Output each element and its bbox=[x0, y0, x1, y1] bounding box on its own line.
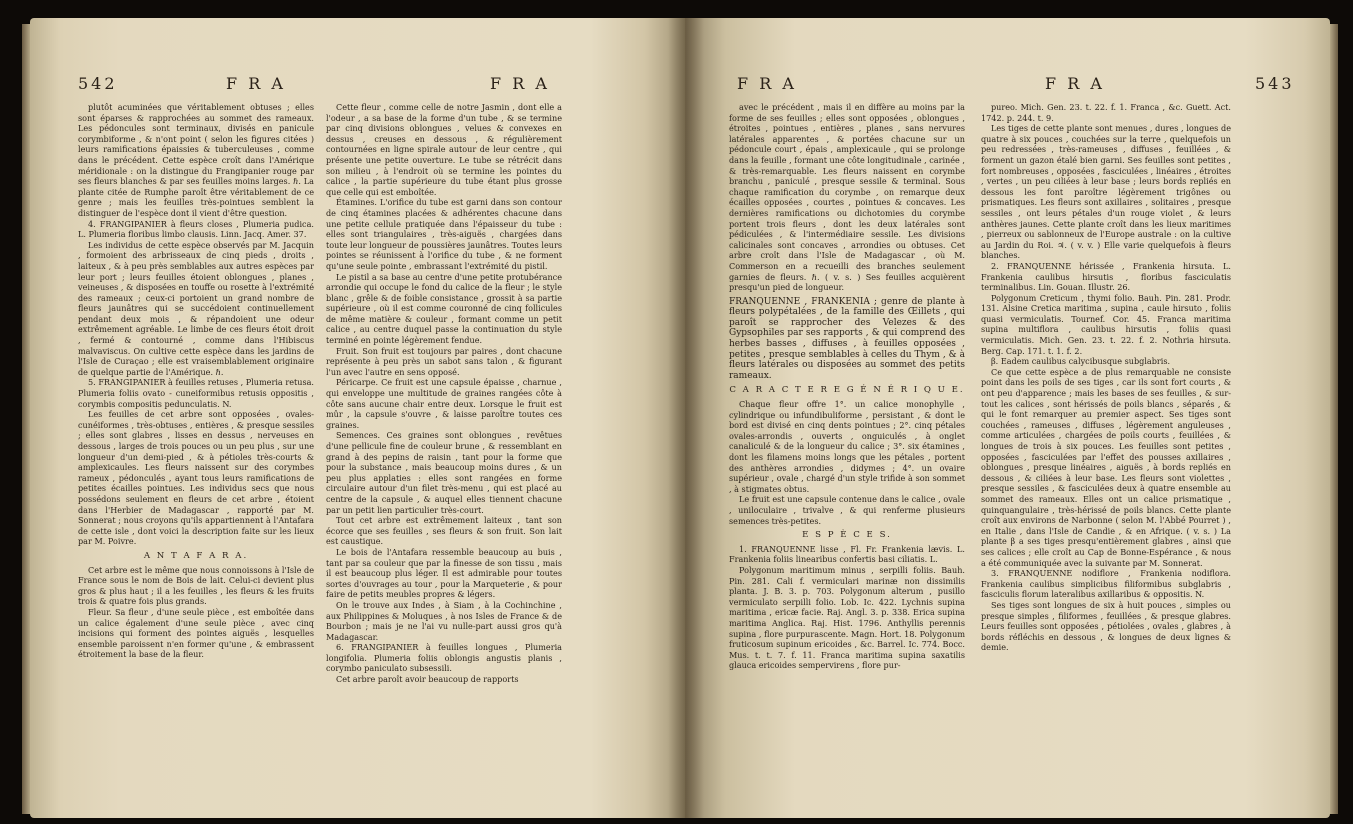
paragraph: Tout cet arbre est extrêmement laiteux , tant son écorce que ses feuilles , ses fleurs & son fruit. Son lait est caustique. bbox=[326, 515, 562, 547]
paragraph: Polygonum Creticum , thymi folio. Bauh. Pin. 281. Prodr. 131. Alsine Cretica maritima , supina , caule hirsuto , foliis quasi vermiculatis. Tournef. Cor. 45. Franca maritima supina multiflora , caulibus hirsutis , foliis quasi vermiculatis. Mich. Gen. 23. t. 22. f. 2. Nothria hirsuta. Berg. Cap. 171. t. 1. f. 2. bbox=[981, 292, 1231, 356]
paragraph: Polygonum maritimum minus , serpilli foliis. Bauh. Pin. 281. Cali f. vermiculari marinæ non dissimilis planta. J. B. 3. p. 703. Polygonum alterum , pusillo vermiculato serpilli folio. Lob. Ic. 422. Lychnis supina maritima , ericæ facie. Raj. Angl. 3. p. 338. Erica supina maritima Anglica. Raj. Hist. 1796. Anthyllis perennis supina , flore purpurascente. Magn. Hort. 18. Polygonum fruticosum supinum ericoides , &c. Barrel. Ic. 774. Bocc. Mus. t. t. 7. f. 11. Franca maritima supina saxatilis glauca ericoides sempervirens , flore pur- bbox=[729, 564, 965, 671]
paragraph: 1. FRANQUENNE lisse , Fl. Fr. Frankenia lævis. L. Frankenia foliis linearibus confertis basi ciliatis. L. bbox=[729, 543, 965, 565]
paragraph: Cet arbre est le même que nous connoissons à l'Isle de France sous le nom de Bois de lait. Celui-ci devient plus gros & plus haut ; il a les feuilles , les fleurs & les fruits trois & quatre fois plus grands. bbox=[78, 564, 314, 607]
paragraph: Le pistil a sa base au centre d'une petite protubérance arrondie qui occupe le fond du calice de la fleur ; le style blanc , grêle & de foible consistance , grossit à sa partie supérieure , où il est comme couronné de cinq follicules de même matière & couleur , formant comme un petit calice , au centre duquel passe la continuation du style terminé en pointe légèrement fendue. bbox=[326, 271, 562, 346]
paragraph: Cette fleur , comme celle de notre Jasmin , dont elle a l'odeur , a sa base de la forme d'un tube , & se termine par cinq divisions oblongues , velues & convexes en dessus , creuses en dessous , & régulièrement contournées en ligne spirale autour de leur centre , qui présente une petite ouverture. Le tube se rétrécit dans son milieu , à l'endroit où se termine les pointes du calice , la partie supérieure du tube étant plus grosse que celle qui est emboîtée. bbox=[326, 102, 562, 197]
paragraph: 2. FRANQUENNE hérissée , Frankenia hirsuta. L. Frankenia caulibus hirsutis , floribus fasciculatis terminalibus. Lin. Gouan. Illustr. 26. bbox=[981, 260, 1231, 293]
paragraph: plutôt acuminées que véritablement obtuses ; elles sont éparses & rapprochées au sommet des rameaux. Les pédoncules sont terminaux, divisés en panicule corymbiforme , & n'ont point ( selon les figures citées ) leurs ramifications épaissies & tuberculeuses , comme dans le précédent. Cette espèce croît dans l'Amérique méridionale : on la distingue du Frangipanier rouge par ses fleurs blanches & par ses feuilles moins larges. ℏ. La plante citée de Rumphe paroît être véritablement de ce genre ; mais les feuilles très-pointues semblent la distinguer de l'espèce dont il vient d'être question. bbox=[78, 102, 314, 218]
paragraph: Semences. Ces graines sont oblongues , revêtues d'une pellicule fine de couleur brune , & ressemblant en grand à des pepins de raisin , tant pour la forme que pour la substance , mais beaucoup moins dures , & un peu plus applaties : elles sont rangées en forme circulaire autour d'un filet très-menu , qui est placé au centre de la capsule , & auquel elles tiennent chacune par un petit lien particulier très-court. bbox=[326, 430, 562, 515]
paragraph: Les individus de cette espèce observés par M. Jacquin , formoient des arbrisseaux de cinq pieds , droits , laiteux , & à peu près semblables aux autres espèces par leur port ; leurs feuilles étoient oblongues , planes , veineuses , & disposées en touffe ou rosette à l'extrémité des rameaux ; ceux-ci portoient un grand nombre de fleurs jaunâtres qui se succédoient continuellement pendant deux mois , & répandoient une odeur extrêmement agréable. Le limbe de ces fleurs étoit droit , fermé & contourné , comme dans l'Hibiscus malvaviscus. On cultive cette espèce dans les jardins de l'Isle de Curaçao ; elle est vraisemblablement originaire de quelque partie de l'Amérique. ℏ. bbox=[78, 239, 314, 377]
right-page bbox=[685, 18, 1330, 818]
paragraph: 6. FRANGIPANIER à feuilles longues , Plumeria longifolia. Plumeria foliis oblongis angustis planis , corymbo paniculato subsessili. bbox=[326, 642, 562, 674]
paragraph: β. Eadem caulibus calycibusque subglabris. bbox=[991, 356, 1171, 367]
paragraph: On le trouve aux Indes , à Siam , à la Cochinchine , aux Philippines & Moluques , à nos Isles de France & de Bourbon ; mais je ne l'ai vu nulle-part aussi gros qu'à Madagascar. bbox=[326, 599, 562, 642]
paragraph: 5. FRANGIPANIER à feuilles retuses , Plumeria retusa. Plumeria foliis ovato - cuneiformibus retusis oppositis , corymbis compositis pedunculatis. N. bbox=[78, 377, 314, 409]
paragraph: Cet arbre paroît avoir beaucoup de rapports bbox=[336, 674, 519, 685]
left-page bbox=[30, 18, 685, 818]
right-column-2 bbox=[981, 102, 1231, 653]
paragraph: Fleur. Sa fleur , d'une seule pièce , est emboîtée dans un calice également d'une seule pièce , avec cinq incisions qui forment des pointes aiguës , lesquelles ensemble paroissent n'en former qu'une , & embrassent étroitement la base de la fleur. bbox=[78, 606, 314, 660]
running-head-right-2: F R A bbox=[1045, 74, 1105, 93]
paragraph: Les feuilles de cet arbre sont opposées , ovales-cunéiformes , très-obtuses , entières , & presque sessiles ; elles sont glabres , lisses en dessus , nerveuses en dessous , larges de trois pouces ou un peu plus , sur une longueur d'un demi-pied , & à pétioles très-courts & amplexicaules. Les fleurs naissent sur des corymbes rameux , pédonculés , ayant tous leurs ramifications de petites écailles pointues. Les individus secs que nous possédons seulement en fleurs de cet arbre , étoient dans l'Herbier de Madagascar , rapporté par M. Sonnerat ; nous croyons qu'ils appartiennent à l'Antafara de cette isle , dont voici la description faite sur les lieux par M. Poivre. bbox=[78, 409, 314, 547]
paragraph: 4. FRANGIPANIER à fleurs closes , Plumeria pudica. L. Plumeria floribus limbo clausis. Linn. Jacq. Amer. 37. bbox=[78, 218, 314, 240]
paragraph: Fruit. Son fruit est toujours par paires , dont chacune représente à peu près un sabot sans talon , & figurant l'un avec l'autre en sens opposé. bbox=[326, 345, 562, 377]
open-book bbox=[30, 18, 1330, 818]
paragraph: Chaque fleur offre 1°. un calice monophylle , cylindrique ou infundibuliforme , persistant , & dont le bord est divisé en cinq dents pointues ; 2°. cinq pétales ovales-arrondis , ouverts , onguiculés , à onglet canaliculé & de la longueur du calice ; 3°. six étamines , dont les filamens moins longs que les pétales , portent des anthères arrondies , didymes ; 4°. un ovaire supérieur , ovale , chargé d'un style trifide à son sommet , à stigmates obtus. bbox=[729, 399, 965, 494]
section-heading: C A R A C T E R E G É N É R I Q U E. bbox=[729, 385, 965, 396]
paragraph: Les tiges de cette plante sont menues , dures , longues de quatre à six pouces , couchées sur la terre , quelquefois un peu redressées , très-rameuses , diffuses , feuillées , & forment un gazon étalé bien garni. Ses feuilles sont petites , fort nombreuses , opposées , fasciculées , linéaires , étroites , vertes , un peu ciliées à leur base ; leurs bords repliés en dessous les font paroître légèrement trigônes ou prismatiques. Les fleurs sont axillaires , solitaires , presque sessiles , ont leurs pétales d'un rouge violet , & leurs anthères jaunes. Cette plante croît dans les lieux maritimes , pierreux ou sablonneux de l'Europe australe : on la cultive au Jardin du Roi. ♃. ( v. v. ) Elle varie quelquefois à fleurs blanches. bbox=[981, 123, 1231, 261]
paragraph: Ses tiges sont longues de six à huit pouces , simples ou presque simples , filiformes , feuillées , & presque glabres. Leurs feuilles sont opposées , pétiolées , ovales , glabres , à bords réfléchis en dessous , & longues de deux lignes & demie. bbox=[981, 599, 1231, 653]
section-heading: A N T A F A R A. bbox=[143, 550, 249, 561]
page-number-right: 543 bbox=[1255, 74, 1295, 93]
paragraph: Péricarpe. Ce fruit est une capsule épaisse , charnue , qui enveloppe une multitude de graines rangées côte à côte sans aucune chair entre deux. Lorsque le fruit est mûr , la capsule s'ouvre , & laisse paroître toutes ces graines. bbox=[326, 377, 562, 430]
right-column-1 bbox=[729, 102, 965, 671]
genus-entry: FRANQUENNE , FRANKENIA ; genre de plante à fleurs polypétalées , de la famille des Œillets , qui paroît se rapprocher des Velezes & des Gypsophiles par ses rapports , & qui comprend des herbes basses , diffuses , à feuilles opposées , petites , presque semblables à celles du Thym , & à fleurs latérales ou disposées au sommet des petits rameaux. bbox=[729, 296, 965, 381]
page-number-left: 542 bbox=[78, 74, 118, 93]
paragraph: avec le précédent , mais il en diffère au moins par la forme de ses feuilles ; elles sont opposées , oblongues , étroites , pointues , entières , planes , sans nervures latérales apparentes , & portées chacune sur un pédoncule court , épais , amplexicaule , qui se prolonge dans la feuille , formant une côte longitudinale , carinée , & très-remarquable. Les fleurs naissent en corymbe branchu , paniculé , presque sessile & terminal. Sous chaque ramification du corymbe , on remarque deux écailles opposées , courtes , pointues & concaves. Les dernières ramifications ou dichotomies du corymbe portent trois fleurs , dont les deux latérales sont pédiculées , & l'intermédiaire sessile. Les divisions calicinales sont concaves , arrondies ou obtuses. Cet arbre croît dans l'Isle de Madagascar , où M. Commerson en a recueilli des branches seulement garnies de fleurs. ℏ. ( v. s. ) Ses feuilles acquièrent presqu'un pied de longueur. bbox=[729, 102, 965, 293]
section-heading: E S P È C E S. bbox=[802, 530, 892, 541]
left-column-2 bbox=[326, 102, 562, 685]
running-head-left-2: F R A bbox=[490, 74, 550, 93]
paragraph: pureo. Mich. Gen. 23. t. 22. f. 1. Franca , &c. Guett. Act. 1742. p. 244. t. 9. bbox=[981, 102, 1231, 123]
paragraph: 3. FRANQUENNE nodiflore , Frankenia nodiflora. Frankenia caulibus simplicibus filiformibus subglabris , fasciculis florum lateralibus axillaribus & oppositis. N. bbox=[981, 568, 1231, 600]
paragraph: Ce que cette espèce a de plus remarquable ne consiste point dans les poils de ses tiges , car ils sont fort courts , & ont peu d'apparence ; mais les bases de ses feuilles , & sur-tout les calices , sont hérissés de poils blancs , séparés , & qui le font remarquer au premier aspect. Ses tiges sont couchées , rameuses , diffuses , légèrement anguleuses , comme articulées , chargées de poils courts , feuillées , & longues de trois à six pouces. Les feuilles sont petites , opposées , fasciculées par l'effet des pousses axillaires , oblongues , presque linéaires , aiguës , à bords repliés en dessous , & ciliées à leur base. Les fleurs sont violettes , presque sessiles , & fasciculées deux à quatre ensemble au sommet des rameaux. Elles ont un calice prismatique , quinquangulaire , très-hérissé de poils blancs. Cette plante croît aux environs de Narbonne ( selon M. l'Abbé Pourret ) , en Italie , dans l'Isle de Candie , & en Afrique. ( v. s. ) La plante β a ses tiges presqu'entièrement glabres , ainsi que ses calices ; elle croît au Cap de Bonne-Espérance , & nous a été communiquée avec la suivante par M. Sonnerat. bbox=[981, 366, 1231, 568]
running-head-left-1: F R A bbox=[226, 74, 286, 93]
paragraph: Étamines. L'orifice du tube est garni dans son contour de cinq étamines placées & adhérentes chacune dans une petite cellule pratiquée dans l'épaisseur du tube : elles sont triangulaires , très-aiguës , chargées dans toute leur longueur de poussières jaunâtres. Toutes leurs pointes se réunissent à l'orifice du tube , & ne forment qu'une seule pointe , embrassant l'extrémité du pistil. bbox=[326, 197, 562, 271]
paragraph: Le bois de l'Antafara ressemble beaucoup au buis , tant par sa couleur que par la finesse de son tissu , mais il est beaucoup plus léger. Il est admirable pour toutes sortes d'ouvrages au tour , pour la Marqueterie , & pour faire de petits meubles propres & légers. bbox=[326, 546, 562, 600]
left-column-1 bbox=[78, 102, 314, 660]
paragraph: Le fruit est une capsule contenue dans le calice , ovale , uniloculaire , trivalve , & qui renferme plusieurs semences très-petites. bbox=[729, 494, 965, 526]
running-head-right-1: F R A bbox=[737, 74, 797, 93]
